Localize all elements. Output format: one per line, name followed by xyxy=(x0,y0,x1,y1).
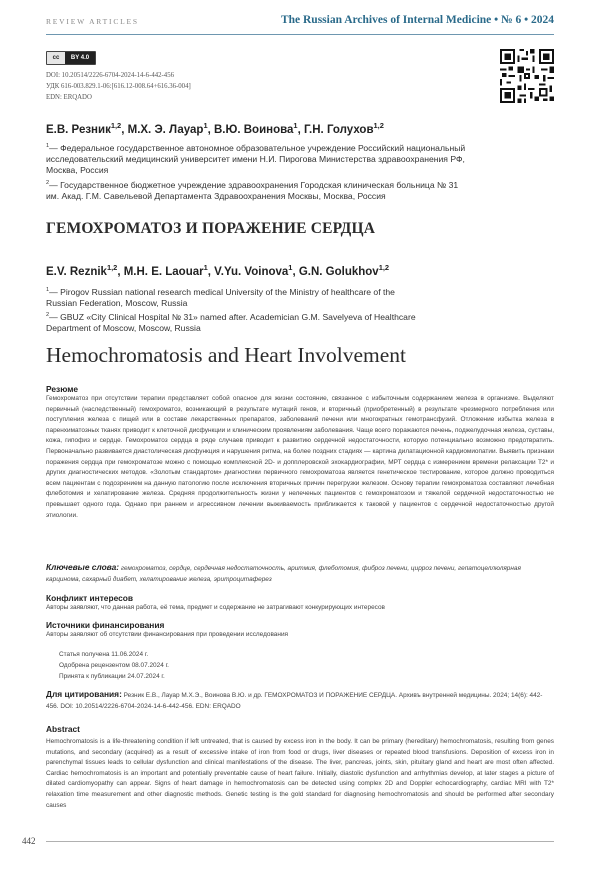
author-name: G.N. Golukhov xyxy=(298,266,379,278)
funding-section xyxy=(46,620,554,641)
author xyxy=(123,263,215,278)
author xyxy=(46,121,128,136)
authors-ru xyxy=(46,121,384,136)
author-name: M.H. E. Laouar xyxy=(123,266,204,278)
date-reviewed: Одобрена рецензентом 08.07.2024 г. xyxy=(59,662,169,669)
author xyxy=(214,263,299,278)
affiliation-text: — Pirogov Russian national research medical University of the Ministry of healthcare of the Russian Federation, Moscow, Russia xyxy=(46,287,395,309)
conflict-heading: Конфликт интересов xyxy=(46,593,134,603)
author xyxy=(298,263,390,278)
cc-icon: cc xyxy=(47,52,65,64)
conflict-text: Авторы заявляют, что данная работа, её тема, предмет и содержание не затрагивают конкурирующих интересов xyxy=(46,604,385,611)
author-name: V.Yu. Voinova xyxy=(214,266,289,278)
cc-by-label: BY 4.0 xyxy=(65,52,95,64)
citation-text: Резник Е.В., Лауар М.Х.Э., Воинова В.Ю. и др. ГЕМОХРОМАТОЗ И ПОРАЖЕНИЕ СЕРДЦА. Архивъ внутренней медицины. 2024; 14(6): 442-456. DOI: 10.20514/2226-6704-2024-14-6-442-456. EDN: ERQADO xyxy=(46,692,543,710)
author-sep: , xyxy=(207,124,214,136)
qr-code-icon[interactable] xyxy=(500,49,554,103)
citation-label: Для цитирования: xyxy=(46,689,122,699)
journal-issue: The Russian Archives of Internal Medicine • № 6 • 2024 xyxy=(280,14,554,26)
conflict-section xyxy=(46,593,554,614)
author-affiliation-mark: 1 xyxy=(293,121,298,131)
author-name: E.V. Reznik xyxy=(46,266,107,278)
author-name: В.Ю. Воинова xyxy=(213,124,294,136)
author-sep: , xyxy=(117,266,124,278)
section-label: REVIEW ARTICLES xyxy=(46,17,139,26)
title-ru: ГЕМОХРОМАТОЗ И ПОРАЖЕНИЕ СЕРДЦА xyxy=(46,220,376,237)
author-affiliation-mark: 1,2 xyxy=(110,121,122,131)
author-sep: , xyxy=(207,266,215,278)
udk: УДК 616-003.829.1-06:[616.12-008.64+616.36-004] xyxy=(46,83,191,90)
funding-text: Авторы заявляют об отсутствии финансирования при проведении исследования xyxy=(46,631,289,638)
affiliation-text: — GBUZ «City Clinical Hospital № 31» named after. Academician G.M. Savelyeva of Healthcare Department of Moscow, Moscow, Russia xyxy=(46,312,416,334)
author xyxy=(46,263,124,278)
author-name: Г.Н. Голухов xyxy=(303,124,374,136)
author-name: Е.В. Резник xyxy=(46,124,111,136)
author-affiliation-mark: 1,2 xyxy=(378,263,390,273)
affiliation-mark: 2 xyxy=(46,180,50,187)
abstract-heading: Abstract xyxy=(46,724,80,734)
citation xyxy=(46,689,554,712)
affiliation-ru-2 xyxy=(46,180,466,202)
author xyxy=(127,121,214,136)
author xyxy=(303,121,384,136)
author-affiliation-mark: 1 xyxy=(288,263,293,273)
header-divider xyxy=(46,34,554,35)
date-received: Статья получена 11.06.2024 г. xyxy=(59,651,149,658)
keywords-label: Ключевые слова: xyxy=(46,562,120,572)
resume-heading: Резюме xyxy=(46,384,79,394)
affiliation-text: — Федеральное государственное автономное образовательное учреждение Российский национальный исследовательский медицинский университет имени Н.И. Пирогова Министерства здравоохранения РФ, Москва, Россия xyxy=(46,143,466,176)
footer-divider xyxy=(46,841,554,842)
author-affiliation-mark: 1,2 xyxy=(373,121,384,131)
author-affiliation-mark: 1 xyxy=(203,121,208,131)
affiliation-ru-1 xyxy=(46,143,466,177)
cc-license-badge[interactable] xyxy=(46,51,96,65)
affiliation-mark: 1 xyxy=(46,287,50,294)
page-number: 442 xyxy=(22,836,36,846)
author-sep: , xyxy=(121,124,128,136)
article-meta xyxy=(46,70,191,103)
date-accepted: Принята к публикации 24.07.2024 г. xyxy=(59,673,165,680)
author-sep: , xyxy=(297,124,304,136)
resume-section xyxy=(46,384,554,521)
keywords-text: гемохроматоз, сердце, сердечная недостаточность, аритмия, флеботомия, фиброз печени, цирроз печени, гепатоцеллюлярная карцинома, сахарный диабет, хелатирование железа, эритроцитаферез xyxy=(46,565,521,583)
affiliation-en-1 xyxy=(46,287,421,309)
authors-en xyxy=(46,263,390,278)
abstract-text: Hemochromatosis is a life-threatening condition if left untreated, that is caused by excess iron in the body. It can be primary (hereditary) hemochromatosis, resulting from genes mutations, and secondary (acquired) as a result of excessive intake of iron from food or drugs, liver diseases or repeated blood transfusions. Deposition of excess iron in parenchymal tissues leads to cellular dysfunction and clinical manifestations of the disease. The liver, pancreas, joints, skin, pituitary gland and heart are most often affected. Cardiac hemochromatosis is an important and potentially preventable cause of heart failure. Initially, diastolic dysfunction and arrhythmias develop, at later stages a picture of dilated cardiomyopathy can appear. Signs of heart damage in hemochromatosis can be detected using complex 2D and Doppler echocardiography, cardiac MRI with T2* relaxation time measurement and other diagnostic methods. Genetic testing is the gold standard for diagnosing hemochromatosis and should be performed after secondary causes xyxy=(46,738,554,809)
affiliation-mark: 2 xyxy=(46,312,50,319)
affiliation-mark: 1 xyxy=(46,143,50,150)
article-dates xyxy=(59,649,169,682)
edn: EDN: ERQADO xyxy=(46,94,92,101)
affiliation-text: — Государственное бюджетное учреждение здравоохранения Городская клиническая больница № 31 им. Акад. Г.М. Савельевой Департамента Здравоохранения Москвы, Москва, Россия xyxy=(46,180,459,202)
author xyxy=(213,121,304,136)
author-affiliation-mark: 1,2 xyxy=(106,263,118,273)
author-sep: , xyxy=(292,266,299,278)
funding-heading: Источники финансирования xyxy=(46,620,165,630)
running-header xyxy=(46,14,554,30)
resume-text: Гемохроматоз при отсутствии терапии представляет собой опасное для жизни состояние, связанное с избыточным содержанием железа в организме. Выделяют первичный (наследственный) гемохроматоз, возникающий в результате мутаций генов, и вторичный (приобретенный) в результате чрезмерного потребления или поступления железа с пищей или в составе лекарственных препаратов, заболеваний печени или многократных гемотрансфузий. Отложение избытка железа в паренхиматозных тканях приводит к клеточной дисфункции и клиническим проявлениям заболевания. Чаще всего поражаются печень, поджелудочная железа, суставы, кожа, гипофиз и сердце. Гемохроматоз сердца в ряде случаев приводит к развитию сердечной недостаточности, которую потенциально возможно предотвратить. Первоначально развивается диастолическая дисфункция и нарушения ритма, на более поздних стадиях — картина дилатационной кардиомиопатии. Выявить признаки поражения сердца при гемохроматозе можно с помощью комплексной 2D- и допплеровской эхокардиографии, МРТ сердца с измерением времени релаксации T2* и других диагностических методов. «Золотым стандартом» диагностики первичного гемохроматоза является генетическое тестирование, которое должно проводиться всем пациентам с подозрением на данную патологию после исключения вторичных причин перегрузки железом. Основу терапии гемохроматоза составляют лечебная флеботомия и хелатирование железа. Средняя продолжительность жизни у нелеченых пациентов с гемохроматозом и тяжелой сердечной недостаточностью не превышает одного года. Однако при раннем и агрессивном лечении выживаемость приближается к таковой у пациентов с сердечной недостаточностью другой этиологии. xyxy=(46,395,554,519)
keywords xyxy=(46,562,554,585)
affiliation-en-2 xyxy=(46,312,421,334)
doi[interactable]: DOI: 10.20514/2226-6704-2024-14-6-442-456 xyxy=(46,72,174,79)
author-affiliation-mark: 1 xyxy=(203,263,208,273)
title-en: Hemochromatosis and Heart Involvement xyxy=(46,343,407,367)
author-name: М.Х. Э. Лауар xyxy=(127,124,204,136)
